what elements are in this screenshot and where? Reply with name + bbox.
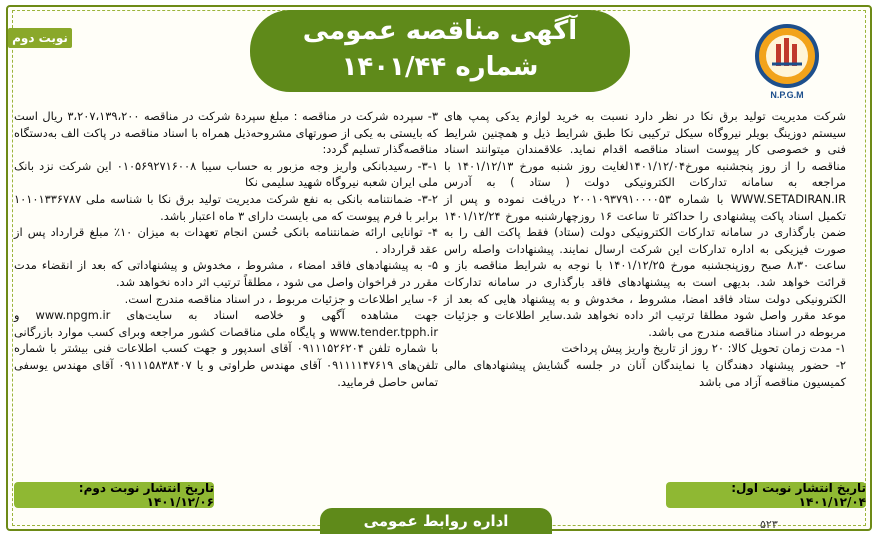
npgm-logo [746,20,828,102]
ad-title: آگهی مناقصه عمومی [302,16,578,46]
tender-number: شماره ۱۴۰۱/۴۴ [341,52,539,82]
condition-item-1: ۱- مدت زمان تحویل کالا: ۲۰ روز از تاریخ واریز پیش پرداخت [561,341,846,356]
title-banner [250,10,630,92]
condition-item-2: ۲- حضور پیشنهاد دهندگان یا نمایندگان آنان در جلسه گشایش پیشنهادهای مالی کمیسیون مناقصه آزاد می باشد [444,357,846,389]
condition-item-5: ۵- به پیشنهادهای فاقد امضاء ، مشروط ، مخدوش و پیشنهاداتی که بعد از انقضاء مدت مقرر در فراخوان واصل می شود ، مطلقاً ترتیب اثر داده نخواهد شد. [14,258,438,289]
page-number: ۵۲۳ [760,518,778,531]
npgm-logo-icon [746,20,828,102]
condition-item-3-1: ۳-۱- رسیدبانکی واریز وجه مزبور به حساب سیبا ۰۱۰۵۶۹۲۷۱۶۰۰۸ این شرکت نزد بانک ملی ایران شعبه نیروگاه شهید سلیمی نکا [14,158,438,190]
condition-item-3-2: ۳-۲- ضمانتنامه بانکی به نفع شرکت مدیریت تولید برق نکا با شناسه ملی ۱۰۱۰۱۳۳۶۷۸۷ برابر با فرم پیوست که می بایست دارای ۳ ماه اعتبار باشد. [14,191,438,223]
condition-item-6: ۶- سایر اطلاعات و جزئیات مربوط ، در اسناد مناقصه مندرج است. [124,291,438,306]
right-column [444,108,846,476]
public-relations-label: اداره روابط عمومی [320,508,552,534]
second-publication-date: تاریخ انتشار نوبت دوم: ۱۴۰۱/۱۲/۰۶ [14,482,214,508]
left-column [14,108,438,480]
round-badge: نوبت دوم [8,28,72,48]
contact-paragraph: جهت مشاهده آگهی و خلاصه اسناد به سایت‌های www.npgm.ir و www.tender.tpph.ir و پایگاه ملی مناقصات کشور مراجعه وبرای کسب موارد بازرگانی با شماره تلفن ۰۹۱۱۱۵۲۶۲۰۴ آقای اسدپور و جهت کسب اطلاعات فنی بیشتر با شماره تلفن‌های ۰۹۱۱۱۱۴۷۶۱۹ آقای مهندس طراوتی و یا ۰۹۱۱۱۵۸۳۸۴۰۷ آقای مهندس یوسفی تماس حاصل فرمایید. [14,308,439,389]
logo-text: N.P.G.M [770,90,804,100]
tender-main-paragraph: شرکت مدیریت تولید برق نکا در نظر دارد نسبت به خرید لوازم یدکی پمپ های سیستم دوزینگ بویلر نیروگاه سیکل ترکیبی نکا طبق شرایط ذیل و همچنین شرایط فنی و خصوصی کار پیوست اسناد مناقصه اقدام نماید. علاقمندان میتوانند اسناد مناقصه را از روز پنجشنبه مورخ۱۴۰۱/۱۲/۰۴لغایت روز شنبه مورخ ۱۴۰۱/۱۲/۱۳ با مراجعه به سامانه تدارکات الکترونیکی دولت ( ستاد ) به آدرس WWW.SETADIRAN.IR با شماره ۲۰۰۱۰۹۳۷۹۱۰۰۰۰۵۳ دریافت نموده و پس از تکمیل اسناد پاکت پیشنهادی را حداکثر تا ساعت ۱۶ روزچهارشنبه مورخ ۱۴۰۱/۱۲/۲۴ ضمن بارگذاری در سامانه تدارکات الکترونیکی دولت (ستاد) فقط پاکت الف را به صورت فیزیکی به اداره تدارکات این شرکت ارسال نمایند. پیشنهادات واصله راس ساعت ۸،۳۰ صبح روزپنجشنبه مورخ ۱۴۰۱/۱۲/۲۵ با نوجه به شرایط مناقصه باز و قرائت خواهد شد. بدیهی است به پیشنهادهای فاقد بارگذاری در سامانه تدارکات الکترونیکی دولت ستاد فاقد امضا، مشروط ، مخدوش و به پیشنهاد هایی که بعد از موعد مقرر واصل شود مطلقا ترتیب اثر داده نخواهد شد.سایر اطلاعات و جزئیات مربوطه در اسناد مناقصه مندرج می باشد. [444,109,847,339]
first-publication-date: تاریخ انتشار نوبت اول: ۱۴۰۱/۱۲/۰۴ [666,482,866,508]
condition-item-4: ۴- توانایی ارائه ضمانتنامه بانکی حُسن انجام تعهدات به میزان ۱۰٪ مبلغ قرارداد پس از عقد قرارداد . [14,225,438,256]
condition-item-3: ۳- سپرده شرکت در مناقصه : مبلغ سپردهٔ شرکت در مناقصه ۳،۲۰۷،۱۳۹،۲۰۰ ریال است که بایستی به یکی از صورتهای مشروحه‌ذیل همراه با اسناد مناقصه در پاکت الف به‌دستگاه مناقصه‌گذار تسلیم گردد: [14,109,438,157]
